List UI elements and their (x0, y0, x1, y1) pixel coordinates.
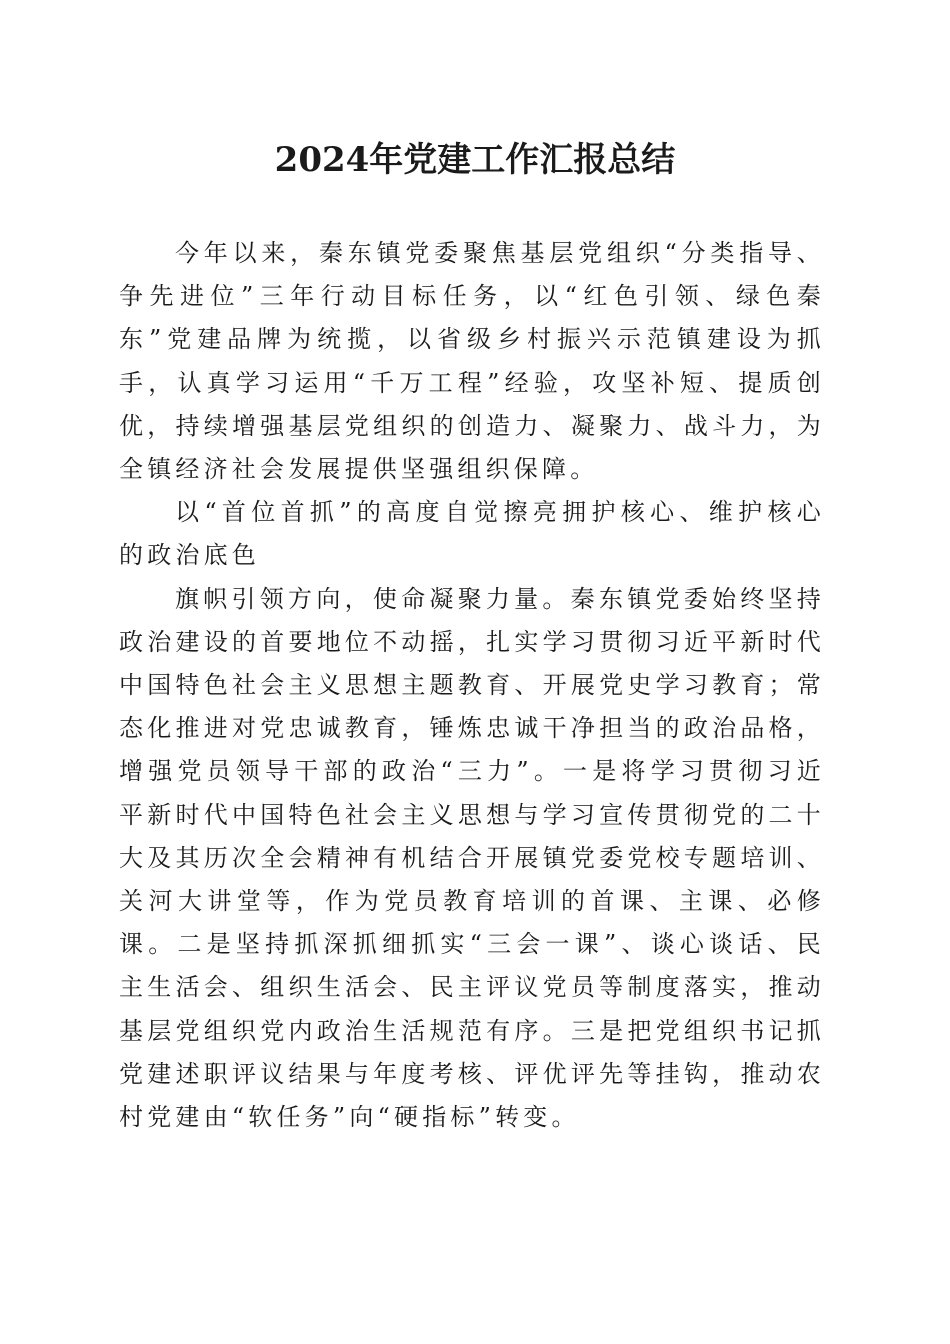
document-body (119, 232, 825, 1139)
document-title: 2024年党建工作汇报总结 (274, 140, 676, 180)
paragraph-political-building: 旗帜引领方向，使命凝聚力量。秦东镇党委始终坚持政治建设的首要地位不动摇，扎实学习贯彻习近平新时代中国特色社会主义思想主题教育、开展党史学习教育；常态化推进对党忠诚教育，锤炼忠诚干净担当的政治品格，增强党员领导干部的政治“三力”。一是将学习贯彻习近平新时代中国特色社会主义思想与学习宣传贯彻党的二十大及其历次全会精神有机结合开展镇党委党校专题培训、关河大讲堂等，作为党员教育培训的首课、主课、必修课。二是坚持抓深抓细抓实“三会一课”、谈心谈话、民主生活会、组织生活会、民主评议党员等制度落实，推动基层党组织党内政治生活规范有序。三是把党组织书记抓党建述职评议结果与年度考核、评优评先等挂钩，推动农村党建由“软任务”向“硬指标”转变。 (119, 584, 825, 1132)
paragraph-intro: 今年以来，秦东镇党委聚焦基层党组织“分类指导、争先进位”三年行动目标任务，以“红色引领、绿色秦东”党建品牌为统揽，以省级乡村振兴示范镇建设为抓手，认真学习运用“千万工程”经验，攻坚补短、提质创优，持续增强基层党组织的创造力、凝聚力、战斗力，为全镇经济社会发展提供坚强组织保障。 (119, 239, 825, 484)
paragraph-section-heading: 以“首位首抓”的高度自觉擦亮拥护核心、维护核心的政治底色 (119, 498, 825, 570)
